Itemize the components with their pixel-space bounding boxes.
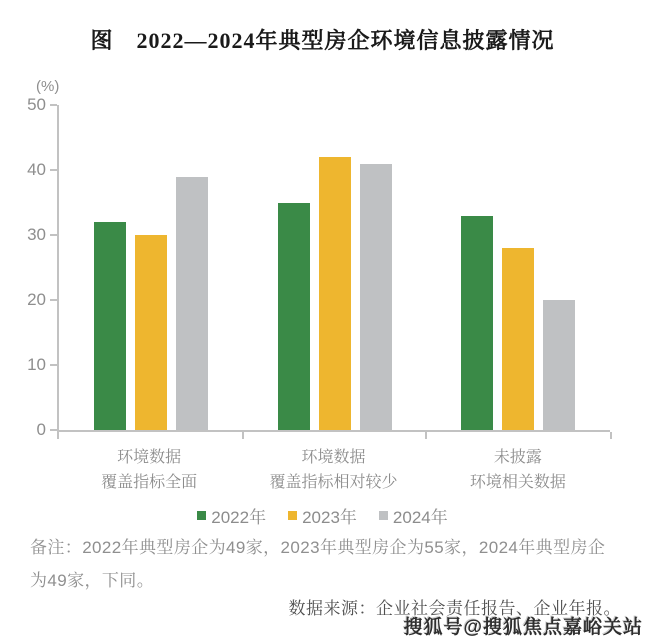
category-labels	[57, 446, 610, 496]
legend-label: 2024年	[392, 508, 448, 527]
plot-area	[57, 105, 610, 432]
y-tick-label: 30	[27, 225, 46, 244]
legend-swatch	[197, 511, 206, 520]
bar-groups	[59, 105, 610, 430]
bar-2022年	[278, 203, 310, 431]
legend-swatch	[379, 511, 388, 520]
bar-2022年	[461, 216, 493, 431]
bar-group	[243, 105, 427, 430]
y-tick-mark	[50, 429, 57, 431]
category-label-line: 环境数据	[117, 449, 182, 466]
y-axis-unit-label: (%)	[36, 78, 60, 95]
bar-2024年	[176, 177, 208, 431]
note-text: 备注：2022年典型房企为49家，2023年典型房企为55家，2024年典型房企为49家，下同。	[30, 538, 606, 591]
bar-2023年	[319, 157, 351, 430]
bar-2022年	[94, 222, 126, 430]
y-tick-label: 10	[27, 355, 46, 374]
x-tick-mark	[425, 432, 427, 439]
y-tick-label: 40	[27, 160, 46, 179]
category-label-line: 覆盖指标全面	[101, 473, 198, 491]
chart-title: 图 2022—2024年典型房企环境信息披露情况	[90, 28, 555, 53]
category-label	[57, 446, 241, 496]
legend-swatch	[288, 511, 297, 520]
y-tick-mark	[50, 364, 57, 366]
category-label-line: 环境数据	[301, 449, 366, 466]
category-label-line: 环境相关数据	[469, 473, 566, 491]
category-label	[241, 446, 425, 496]
legend-label: 2023年	[302, 508, 357, 527]
bar-group	[59, 105, 243, 430]
legend-item	[288, 503, 357, 528]
category-label	[426, 446, 610, 496]
y-tick-mark	[50, 104, 57, 106]
y-tick-label: 0	[36, 420, 46, 439]
y-tick-mark	[50, 234, 57, 236]
x-tick-mark	[57, 432, 59, 439]
source-text: 数据来源：企业社会责任报告、企业年报。	[288, 599, 621, 618]
bar-2023年	[135, 235, 167, 430]
y-tick-mark	[50, 299, 57, 301]
category-label-line: 覆盖指标相对较少	[269, 473, 398, 491]
y-tick-mark	[50, 169, 57, 171]
category-label-line: 未披露	[493, 449, 542, 466]
legend-label: 2022年	[211, 508, 267, 527]
y-tick-label: 50	[27, 95, 46, 114]
bar-2023年	[502, 248, 534, 430]
legend-item	[197, 503, 266, 528]
bar-2024年	[543, 300, 575, 430]
watermark-text: 搜狐号@搜狐焦点嘉峪关站	[403, 617, 643, 638]
y-tick-label: 20	[27, 290, 46, 309]
bar-group	[426, 105, 610, 430]
chart-legend	[0, 503, 645, 528]
x-tick-mark	[242, 432, 244, 439]
x-tick-mark	[610, 432, 612, 439]
bar-2024年	[360, 164, 392, 431]
legend-item	[379, 503, 448, 528]
